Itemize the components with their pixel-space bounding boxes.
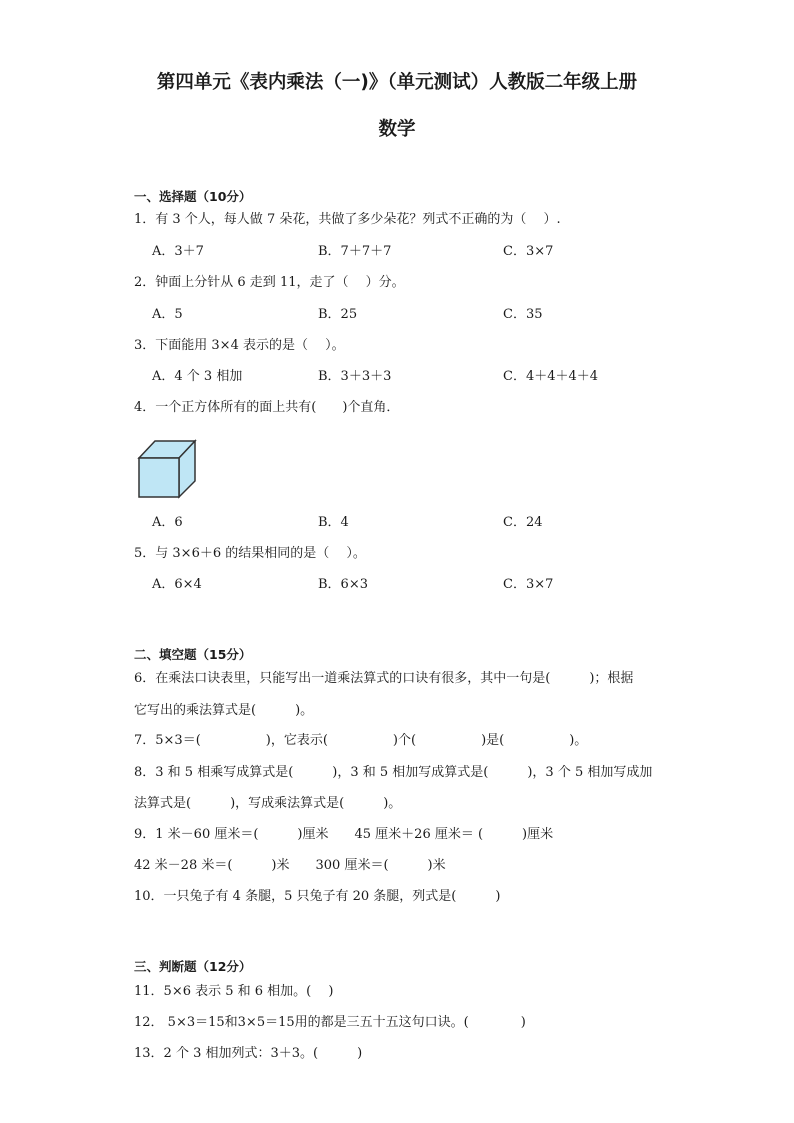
question-1: 1．有 3 个人，每人做 7 朵花，共做了多少朵花？列式不正确的为（ ）. xyxy=(134,212,561,227)
question-3-option-c: C．4＋4＋4＋4 xyxy=(503,369,599,384)
question-5-option-a: A．6×4 xyxy=(152,577,202,592)
question-3: 3．下面能用 3×4 表示的是（ ）。 xyxy=(134,338,345,353)
section-heading-true-false: 三、判断题（12分） xyxy=(134,959,252,974)
section-heading-choice: 一、选择题（10分） xyxy=(134,189,252,204)
question-3-option-b: B．3＋3＋3 xyxy=(318,369,392,384)
question-3-option-a: A．4 个 3 相加 xyxy=(152,369,243,384)
question-5: 5．与 3×6＋6 的结果相同的是（ ）。 xyxy=(134,546,366,561)
question-2-option-a: A．5 xyxy=(152,307,183,322)
question-6-line-2: 它写出的乘法算式是( )。 xyxy=(134,703,314,718)
question-2-option-b: B．25 xyxy=(318,307,358,322)
question-7: 7．5×3＝( )，它表示( )个( )是( )。 xyxy=(134,733,588,748)
question-9-line-2: 42 米－28 米＝( )米 300 厘米＝( )米 xyxy=(134,858,446,873)
question-4-option-c: C．24 xyxy=(503,515,543,530)
question-1-option-c: C．3×7 xyxy=(503,244,554,259)
cube-figure xyxy=(136,438,198,500)
question-4-option-a: A．6 xyxy=(152,515,183,530)
question-11: 11．5×6 表示 5 和 6 相加。( ) xyxy=(134,984,334,999)
question-5-option-b: B．6×3 xyxy=(318,577,368,592)
question-13: 13．2 个 3 相加列式：3＋3。( ) xyxy=(134,1046,363,1061)
page-subtitle: 数学 xyxy=(378,119,416,140)
question-2: 2．钟面上分针从 6 走到 11，走了（ ）分。 xyxy=(134,275,405,290)
page-title: 第四单元《表内乘法（一)》（单元测试）人教版二年级上册 xyxy=(156,72,638,93)
question-1-option-b: B．7＋7＋7 xyxy=(318,244,392,259)
question-2-option-c: C．35 xyxy=(503,307,543,322)
question-6-line-1: 6．在乘法口诀表里，只能写出一道乘法算式的口诀有很多，其中一句是( )；根据 xyxy=(134,671,634,686)
question-4: 4．一个正方体所有的面上共有( )个直角． xyxy=(134,400,400,415)
question-10: 10．一只兔子有 4 条腿，5 只兔子有 20 条腿，列式是( ) xyxy=(134,889,501,904)
question-4-option-b: B．4 xyxy=(318,515,349,530)
question-8-line-2: 法算式是( )，写成乘法算式是( )。 xyxy=(134,796,402,811)
question-9-line-1: 9．1 米－60 厘米＝( )厘米 45 厘米＋26 厘米＝ ( )厘米 xyxy=(134,827,554,842)
question-8-line-1: 8．3 和 5 相乘写成算式是( )，3 和 5 相加写成算式是( )，3 个 5 相加写成加 xyxy=(134,765,653,780)
question-5-option-c: C．3×7 xyxy=(503,577,554,592)
question-1-option-a: A．3＋7 xyxy=(152,244,204,259)
section-heading-fill-blank: 二、填空题（15分） xyxy=(134,647,252,662)
question-12: 12． 5×3＝15和3×5＝15用的都是三五十五这句口诀。( ) xyxy=(134,1015,526,1030)
